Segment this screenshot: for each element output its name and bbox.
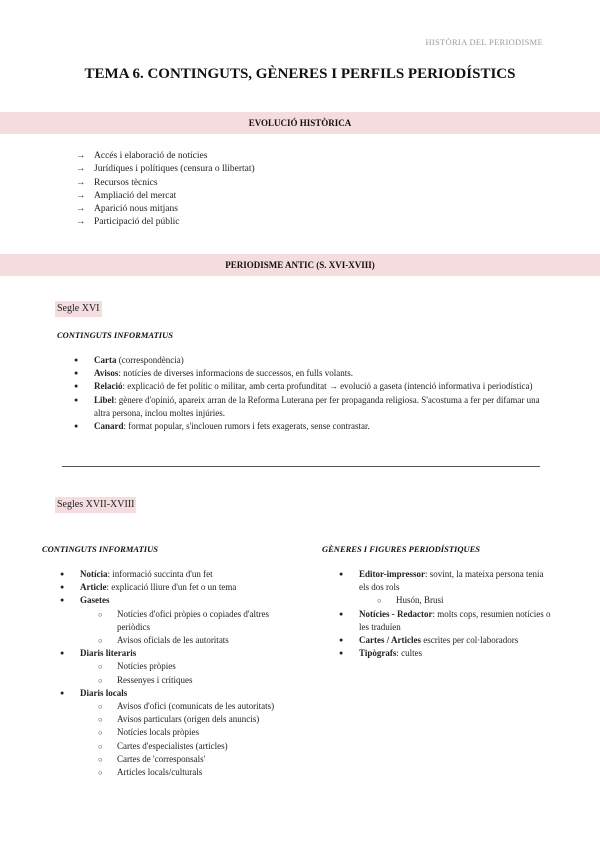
horizontal-rule bbox=[62, 466, 540, 467]
label-generes-figures: GÈNERES I FIGURES PERIODÍSTIQUES bbox=[322, 544, 481, 554]
arrow-icon: → bbox=[76, 217, 86, 228]
arrow-icon: → bbox=[76, 204, 86, 215]
evolucio-list bbox=[76, 150, 255, 230]
list-item: ● Notícies - Redactor: molts cops, resumien notícies o les traduïen bbox=[322, 608, 552, 634]
sub-item: ○ Notícies d'ofici pròpies o copiades d'altres periòdics bbox=[80, 608, 304, 634]
list-item: ● Libel: gènere d'opinió, apareix arran de la Reforma Luterana per fer propaganda religiosa. S'acostuma a fer per difamar una altra persona, inclou moltes injúries. bbox=[56, 394, 542, 420]
list-item: ● Tipògrafs: cultes bbox=[322, 647, 552, 660]
section-band-periodisme-antic bbox=[0, 254, 600, 276]
section-heading: EVOLUCIÓ HISTÒRICA bbox=[248, 118, 352, 128]
section-band-evolucio bbox=[0, 112, 600, 134]
list-item: ● Avisos: notícies de diverses informacions de successos, en fulls volants. bbox=[56, 367, 542, 380]
label-continguts-informatius: CONTINGUTS INFORMATIUS bbox=[57, 330, 173, 340]
segle17-right-list bbox=[322, 568, 552, 660]
list-item: ● Canard: format popular, s'inclouen rumors i fets exagerats, sense contrastar. bbox=[56, 420, 542, 433]
segle17-left-list bbox=[42, 568, 304, 779]
list-item: → Participació del públic bbox=[76, 216, 255, 229]
sub-item: ○ Ressenyes i crítiques bbox=[80, 674, 304, 687]
list-item: ● Article: explicació lliure d'un fet o un tema bbox=[42, 581, 304, 594]
list-item: → Ampliació del mercat bbox=[76, 190, 255, 203]
arrow-icon: → bbox=[76, 151, 86, 161]
page-title: TEMA 6. CONTINGUTS, GÈNERES I PERFILS PERIODÍSTICS bbox=[84, 66, 516, 82]
subtitle-segles-xvii-xviii: Segles XVII-XVIII bbox=[55, 497, 136, 513]
arrow-icon: → bbox=[76, 177, 86, 188]
sub-item: ○ Avisos particulars (origen dels anuncis) bbox=[80, 713, 304, 726]
list-item: ● Notícia: informació succinta d'un fet bbox=[42, 568, 304, 581]
subtitle-segle-xvi: Segle XVI bbox=[55, 301, 102, 317]
list-item: ● Gasetes ○ Notícies d'ofici pròpies o copiades d'altres periòdics ○ Avisos oficials de les autoritats bbox=[42, 594, 304, 647]
sub-item: ○ Notícies pròpies bbox=[80, 660, 304, 673]
list-item: → Recursos tècnics bbox=[76, 177, 255, 190]
list-item: ● Cartes / Articles escrites per col·laboradors bbox=[322, 634, 552, 647]
label-continguts-informatius: CONTINGUTS INFORMATIUS bbox=[42, 544, 158, 554]
list-item: → Aparició nous mitjans bbox=[76, 203, 255, 216]
arrow-icon: → bbox=[76, 190, 86, 201]
sub-item: ○ Articles locals/culturals bbox=[80, 766, 304, 779]
sub-item: ○ Notícies locals pròpies bbox=[80, 726, 304, 739]
arrow-icon: → bbox=[76, 164, 86, 175]
list-item: → Accés i elaboració de notícies bbox=[76, 150, 255, 163]
list-item: ● Diaris literaris ○ Notícies pròpies ○ Ressenyes i crítiques bbox=[42, 647, 304, 687]
sub-item: ○ Cartes de 'corresponsals' bbox=[80, 753, 304, 766]
running-header: HISTÒRIA DEL PERIODISME bbox=[425, 37, 543, 47]
section-heading: PERIODISME ANTIC (S. XVI-XVIII) bbox=[225, 260, 375, 270]
list-item: ● Relació: explicació de fet polític o militar, amb certa profunditat → evolució a gaseta (intenció informativa i periodística) bbox=[56, 380, 542, 393]
list-item: ● Diaris locals ○ Avisos d'ofici (comunicats de les autoritats) ○ Avisos particulars (origen dels anuncis) ○ Notícies locals pròpies ○ Cartes d'especialistes (articles) ○ Cartes de 'corresponsals' ○ Articles locals/culturals bbox=[42, 687, 304, 779]
segle16-list bbox=[56, 354, 542, 433]
sub-item: ○ Avisos d'ofici (comunicats de les autoritats) bbox=[80, 700, 304, 713]
sub-item: ○ Husón, Brusi bbox=[359, 594, 552, 607]
list-item: → Jurídiques i polítiques (censura o llibertat) bbox=[76, 163, 255, 176]
list-item: ● Editor-impressor: sovint, la mateixa persona tenia els dos rols ○ Husón, Brusi bbox=[322, 568, 552, 608]
sub-item: ○ Avisos oficials de les autoritats bbox=[80, 634, 304, 647]
sub-item: ○ Cartes d'especialistes (articles) bbox=[80, 740, 304, 753]
list-item: ● Carta (correspondència) bbox=[56, 354, 542, 367]
